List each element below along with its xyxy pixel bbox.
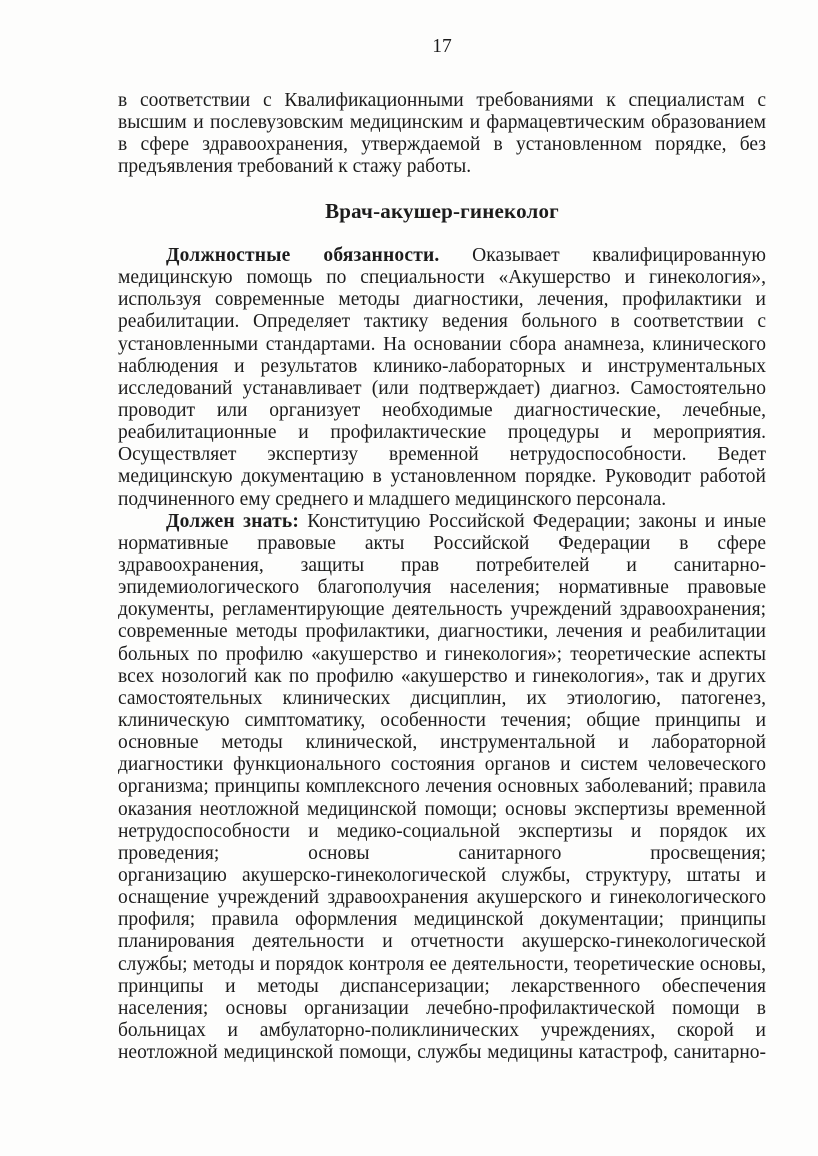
text-line: в соответствии с Квалификационными требованиями к специалистам с (118, 90, 766, 111)
text-line: проводит или организует необходимые диагностические, лечебные, (118, 400, 766, 422)
text-line: высшим и послевузовским медицинским и фармацевтическим образованием (118, 112, 766, 134)
text-line: оказания неотложной медицинской помощи; основы экспертизы временной (118, 798, 766, 820)
text-line: клиническую симптоматику, особенности течения; общие принципы и (118, 710, 766, 732)
text-line: профиля; правила оформления медицинской документации; принципы (118, 909, 766, 931)
text-column (118, 90, 766, 1064)
text-line: медицинскую помощь по специальности «Акушерство и гинекология», (118, 267, 766, 289)
duties-paragraph (118, 245, 766, 511)
text-line: оснащение учреждений здравоохранения акушерского и гинекологического (118, 887, 766, 909)
text-line: предъявления требований к стажу работы. (118, 156, 472, 178)
text-line: исследований устанавливает (или подтверждает) диагноз. Самостоятельно (118, 377, 766, 399)
text-line: установленными стандартами. На основании сбора анамнеза, клинического (118, 333, 766, 355)
text-line: проведения; основы санитарного просвещения; (118, 842, 766, 864)
text-line: организма; принципы комплексного лечения основных заболеваний; правила (118, 776, 766, 798)
text-line: подчиненного ему среднего и младшего медицинского персонала. (118, 488, 667, 510)
text-line: реабилитации. Определяет тактику ведения больного в соответствии с (118, 311, 766, 333)
page-number: 17 (432, 36, 452, 57)
text-line: планирования деятельности и отчетности акушерско-гинекологической (118, 931, 766, 953)
text-line: организацию акушерско-гинекологической службы, структуру, штаты и (118, 865, 766, 886)
text-line: основные методы клинической, инструментальной и лабораторной (118, 732, 766, 754)
must-know-paragraph-lead: Должен знать: (166, 510, 300, 532)
text-line: современные методы профилактики, диагностики, лечения и реабилитации (118, 621, 766, 643)
text-line: службы; методы и порядок контроля ее деятельности, теоретические основы, (118, 953, 766, 975)
text-line: больницах и амбулаторно-поликлинических учреждениях, скорой и (118, 1019, 766, 1041)
text-line: самостоятельных клинических дисциплин, их этиологию, патогенез, (118, 687, 766, 709)
text-line: здравоохранения, защиты прав потребителей и санитарно- (118, 555, 766, 577)
section-heading: Врач-акушер-гинеколог (325, 199, 559, 224)
text-line: Осуществляет экспертизу временной нетрудоспособности. Ведет (118, 444, 766, 466)
text-line: реабилитационные и профилактические процедуры и мероприятия. (118, 422, 766, 444)
text-line: наблюдения и результатов клинико-лабораторных и инструментальных (118, 355, 766, 377)
intro-continuation-paragraph (118, 90, 766, 179)
text-line: населения; основы организации лечебно-профилактической помощи в (118, 997, 766, 1019)
text-line: всех нозологий как по профилю «акушерство и гинекология», так и других (118, 665, 766, 687)
text-line: документы, регламентирующие деятельность учреждений здравоохранения; (118, 599, 766, 621)
text-line: в сфере здравоохранения, утверждаемой в установленном порядке, без (118, 134, 766, 156)
text-line: эпидемиологического благополучия населения; нормативные правовые (118, 577, 766, 599)
text-line: диагностики функционального состояния органов и систем человеческого (118, 754, 766, 776)
must-know-paragraph (118, 511, 766, 1065)
text-line: больных по профилю «акушерство и гинекология»; теоретические аспекты (118, 643, 766, 665)
text-line: нормативные правовые акты Российской Федерации в сфере (118, 532, 766, 554)
text-line: Должностные обязанности. Оказывает квалифицированную (166, 245, 766, 267)
text-line: принципы и методы диспансеризации; лекарственного обеспечения (118, 975, 766, 997)
text-line: используя современные методы диагностики, лечения, профилактики и (118, 289, 766, 311)
text-line: неотложной медицинской помощи, службы медицины катастроф, санитарно- (118, 1042, 766, 1064)
duties-paragraph-lead: Должностные обязанности. (166, 245, 440, 267)
text-line: медицинскую документацию в установленном порядке. Руководит работой (118, 466, 766, 488)
text-line: нетрудоспособности и медико-социальной экспертизы и порядок их (118, 820, 766, 842)
text-line: Должен знать: Конституцию Российской Федерации; законы и иные (166, 510, 766, 532)
